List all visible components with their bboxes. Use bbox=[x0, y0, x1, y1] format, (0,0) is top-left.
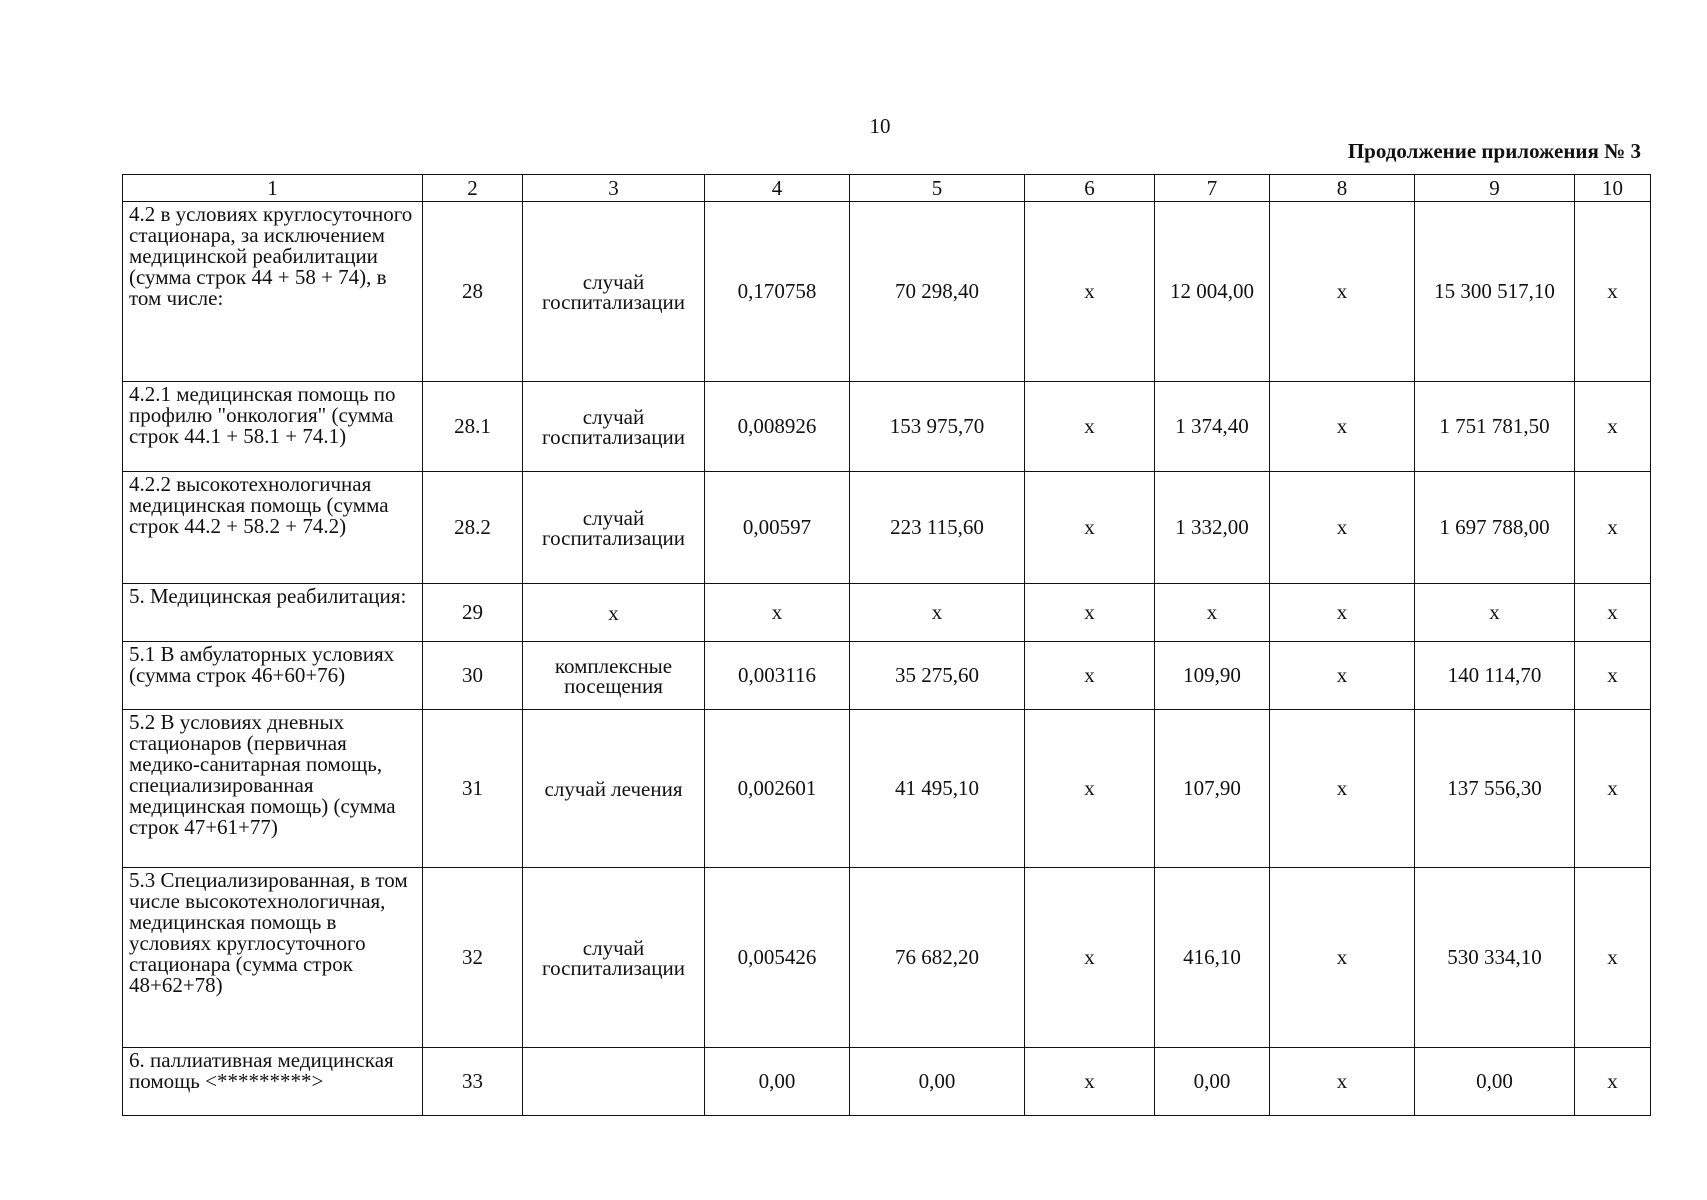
row-cell-8: x bbox=[1270, 202, 1415, 382]
column-header: 3 bbox=[523, 175, 705, 202]
row-cell-10: x bbox=[1575, 642, 1651, 710]
column-header: 7 bbox=[1155, 175, 1270, 202]
row-line-number: 29 bbox=[423, 584, 523, 642]
row-cell-4: 0,008926 bbox=[705, 382, 850, 472]
row-cell-8: x bbox=[1270, 710, 1415, 868]
table-row bbox=[123, 642, 1651, 710]
table-row bbox=[123, 710, 1651, 868]
row-cell-7: x bbox=[1155, 584, 1270, 642]
row-cell-5: x bbox=[850, 584, 1025, 642]
row-cell-4: 0,003116 bbox=[705, 642, 850, 710]
row-cell-10: x bbox=[1575, 472, 1651, 584]
row-unit: x bbox=[523, 584, 705, 642]
column-header: 5 bbox=[850, 175, 1025, 202]
row-cell-4: x bbox=[705, 584, 850, 642]
row-line-number: 32 bbox=[423, 868, 523, 1048]
header-row bbox=[123, 175, 1651, 202]
row-unit: случай госпитализации bbox=[523, 472, 705, 584]
row-cell-6: x bbox=[1025, 382, 1155, 472]
row-cell-7: 1 332,00 bbox=[1155, 472, 1270, 584]
row-cell-5: 153 975,70 bbox=[850, 382, 1025, 472]
row-cell-8: x bbox=[1270, 472, 1415, 584]
row-cell-6: x bbox=[1025, 202, 1155, 382]
row-unit: случай госпитализации bbox=[523, 202, 705, 382]
row-line-number: 28.1 bbox=[423, 382, 523, 472]
row-cell-8: x bbox=[1270, 584, 1415, 642]
row-line-number: 30 bbox=[423, 642, 523, 710]
row-cell-10: x bbox=[1575, 710, 1651, 868]
column-header: 4 bbox=[705, 175, 850, 202]
row-cell-8: x bbox=[1270, 1048, 1415, 1116]
row-cell-6: x bbox=[1025, 868, 1155, 1048]
row-description: 5.1 В амбулаторных условиях (сумма строк 46+60+76) bbox=[123, 642, 423, 710]
column-header: 1 bbox=[123, 175, 423, 202]
row-cell-4: 0,002601 bbox=[705, 710, 850, 868]
row-cell-10: x bbox=[1575, 382, 1651, 472]
column-header: 2 bbox=[423, 175, 523, 202]
row-cell-9: 137 556,30 bbox=[1415, 710, 1575, 868]
row-cell-9: 140 114,70 bbox=[1415, 642, 1575, 710]
column-header: 6 bbox=[1025, 175, 1155, 202]
row-cell-5: 223 115,60 bbox=[850, 472, 1025, 584]
row-cell-6: x bbox=[1025, 1048, 1155, 1116]
row-cell-8: x bbox=[1270, 868, 1415, 1048]
row-line-number: 31 bbox=[423, 710, 523, 868]
row-cell-9: 15 300 517,10 bbox=[1415, 202, 1575, 382]
row-unit: комплексные посещения bbox=[523, 642, 705, 710]
row-line-number: 28 bbox=[423, 202, 523, 382]
row-cell-7: 107,90 bbox=[1155, 710, 1270, 868]
row-description: 4.2.1 медицинская помощь по профилю "онкология" (сумма строк 44.1 + 58.1 + 74.1) bbox=[123, 382, 423, 472]
data-table bbox=[122, 174, 1651, 1116]
row-description: 4.2 в условиях круглосуточного стационара, за исключением медицинской реабилитации (сумма строк 44 + 58 + 74), в том числе: bbox=[123, 202, 423, 382]
row-unit: случай госпитализации bbox=[523, 382, 705, 472]
row-unit: случай госпитализации bbox=[523, 868, 705, 1048]
table-row bbox=[123, 382, 1651, 472]
column-header: 8 bbox=[1270, 175, 1415, 202]
row-cell-9: 1 697 788,00 bbox=[1415, 472, 1575, 584]
row-cell-10: x bbox=[1575, 1048, 1651, 1116]
table-row bbox=[123, 202, 1651, 382]
row-cell-4: 0,00 bbox=[705, 1048, 850, 1116]
page-number: 10 bbox=[869, 114, 891, 138]
row-cell-10: x bbox=[1575, 868, 1651, 1048]
row-cell-5: 0,00 bbox=[850, 1048, 1025, 1116]
row-description: 6. паллиативная медицинская помощь <*********> bbox=[123, 1048, 423, 1116]
row-cell-6: x bbox=[1025, 710, 1155, 868]
table-row bbox=[123, 1048, 1651, 1116]
row-cell-4: 0,170758 bbox=[705, 202, 850, 382]
row-description: 4.2.2 высокотехнологичная медицинская помощь (сумма строк 44.2 + 58.2 + 74.2) bbox=[123, 472, 423, 584]
row-cell-9: 1 751 781,50 bbox=[1415, 382, 1575, 472]
row-description: 5. Медицинская реабилитация: bbox=[123, 584, 423, 642]
table-row bbox=[123, 868, 1651, 1048]
row-cell-5: 76 682,20 bbox=[850, 868, 1025, 1048]
column-header: 9 bbox=[1415, 175, 1575, 202]
row-cell-4: 0,00597 bbox=[705, 472, 850, 584]
row-cell-4: 0,005426 bbox=[705, 868, 850, 1048]
row-unit: случай лечения bbox=[523, 710, 705, 868]
row-line-number: 33 bbox=[423, 1048, 523, 1116]
row-cell-7: 12 004,00 bbox=[1155, 202, 1270, 382]
row-unit bbox=[523, 1048, 705, 1116]
row-cell-10: x bbox=[1575, 584, 1651, 642]
appendix-heading: Продолжение приложения № 3 bbox=[1347, 139, 1641, 163]
row-cell-8: x bbox=[1270, 642, 1415, 710]
table-row bbox=[123, 584, 1651, 642]
table-row bbox=[123, 472, 1651, 584]
row-cell-9: x bbox=[1415, 584, 1575, 642]
row-cell-9: 0,00 bbox=[1415, 1048, 1575, 1116]
row-cell-7: 1 374,40 bbox=[1155, 382, 1270, 472]
row-cell-5: 70 298,40 bbox=[850, 202, 1025, 382]
row-cell-7: 416,10 bbox=[1155, 868, 1270, 1048]
row-cell-5: 41 495,10 bbox=[850, 710, 1025, 868]
row-description: 5.2 В условиях дневных стационаров (первичная медико-санитарная помощь, специализированная медицинская помощь) (сумма строк 47+61+77) bbox=[123, 710, 423, 868]
row-cell-6: x bbox=[1025, 472, 1155, 584]
row-cell-10: x bbox=[1575, 202, 1651, 382]
row-line-number: 28.2 bbox=[423, 472, 523, 584]
row-cell-5: 35 275,60 bbox=[850, 642, 1025, 710]
row-cell-7: 0,00 bbox=[1155, 1048, 1270, 1116]
row-cell-6: x bbox=[1025, 642, 1155, 710]
row-cell-8: x bbox=[1270, 382, 1415, 472]
row-cell-7: 109,90 bbox=[1155, 642, 1270, 710]
row-cell-9: 530 334,10 bbox=[1415, 868, 1575, 1048]
row-description: 5.3 Специализированная, в том числе высокотехнологичная, медицинская помощь в условиях круглосуточного стационара (сумма строк 48+62+78) bbox=[123, 868, 423, 1048]
row-cell-6: x bbox=[1025, 584, 1155, 642]
column-header: 10 bbox=[1575, 175, 1651, 202]
